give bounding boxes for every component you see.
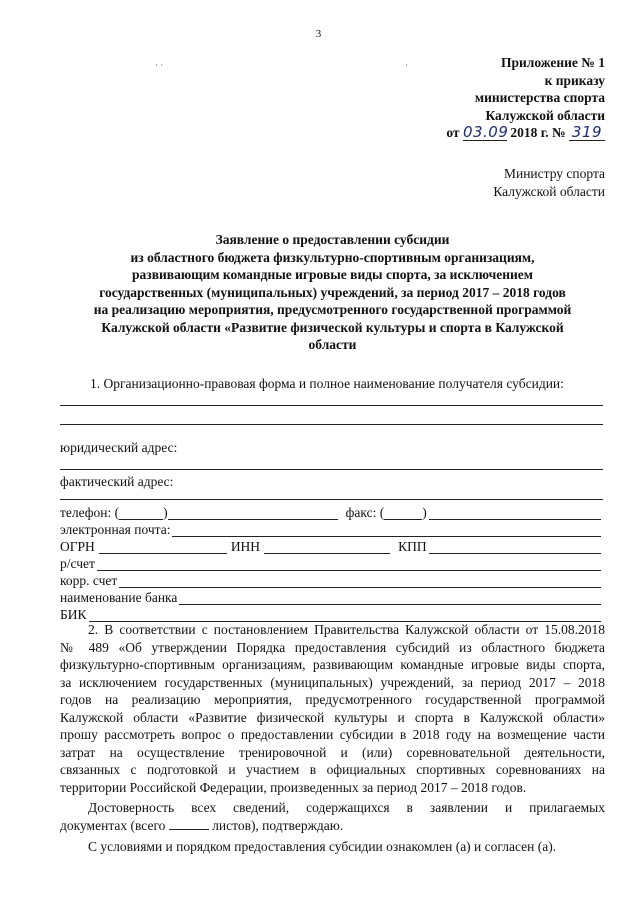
reliability-statement [60, 799, 605, 834]
title-line: из областного бюджета физкультурно-спортивным организациям, [130, 249, 535, 265]
paragraph-2-line: 2. В соответствии с постановлением Правительства Калужской области от 15.08.2018 [88, 622, 605, 637]
inn-field[interactable] [264, 541, 390, 554]
reliability-line-2 [60, 817, 605, 835]
account-field[interactable] [97, 558, 601, 571]
appendix-date-line [446, 124, 605, 142]
section-1-heading: 1. Организационно-правовая форма и полное наименование получателя субсидии: [90, 376, 564, 391]
paragraph-2-line: № 489 «Об утверждении Порядка предоставления субсидий из областного бюджета [60, 639, 605, 655]
paragraph-2-line: за исключением государственных (муниципальных) учреждений, за период 2017 – 2018 [60, 674, 605, 690]
appendix-line-3: министерства спорта [474, 90, 605, 105]
actual-address-label: фактический адрес: [60, 474, 174, 489]
kpp-field[interactable] [429, 541, 601, 554]
sheet-count-field[interactable] [169, 818, 209, 830]
scan-mark: · [405, 60, 408, 70]
bank-name-row [60, 590, 603, 605]
agreement-line: С условиями и порядком предоставления субсидии ознакомлен (а) и согласен (а). [88, 839, 557, 854]
page-number: 3 [315, 28, 322, 40]
corr-account-label: корр. счет [60, 573, 118, 588]
paragraph-2 [60, 621, 605, 796]
account-label: р/счет [60, 556, 95, 571]
paragraph-2-line: Калужской области «Развитие физической культуры и спорта в Калужской области» [60, 709, 605, 725]
phone-label: телефон: ( [60, 505, 120, 520]
title-line: развивающим командные игровые виды спорта, за исключением [132, 267, 533, 282]
name-line-1[interactable] [60, 405, 603, 406]
title-line: Заявление о предоставлении субсидии [215, 232, 450, 247]
inn-label: ИНН [230, 539, 261, 554]
title-line: на реализацию мероприятия, предусмотренного государственной программой [93, 302, 572, 317]
bik-row [60, 607, 603, 622]
paragraph-2-line: прошу рассмотреть вопрос о предоставлении субсидии в 2018 году на возмещение части [60, 727, 605, 742]
bik-label: БИК [60, 607, 87, 622]
legal-address-row [60, 440, 603, 455]
appendix-number-handwritten: 319 [569, 125, 605, 141]
appendix-line-4: Калужской области [485, 107, 605, 123]
agreement-statement [60, 838, 605, 856]
email-field[interactable] [172, 524, 601, 537]
fax-field[interactable] [429, 507, 601, 520]
reliability-line-1: Достоверность всех сведений, содержащихся в заявлении и прилагаемых [88, 800, 605, 815]
account-row [60, 556, 603, 571]
scan-mark: · · [155, 60, 164, 70]
appendix-from: от [446, 125, 460, 140]
email-label: электронная почта: [60, 522, 171, 537]
actual-address-field[interactable] [60, 499, 603, 500]
corr-account-field[interactable] [119, 575, 601, 588]
paragraph-2-line: связанных с подготовкой и участием в официальных спортивных соревнованиях на [60, 762, 605, 777]
ogrn-label: ОГРН [60, 539, 95, 554]
reliability-text-b: листов), подтверждаю. [212, 817, 344, 833]
recipient-line-1: Министру спорта [503, 166, 605, 181]
appendix-year: 2018 г. № [510, 125, 566, 140]
fax-code-field[interactable] [384, 507, 422, 520]
ogrn-field[interactable] [99, 541, 227, 554]
document-title [60, 231, 605, 354]
ogrn-inn-kpp-row [60, 539, 603, 554]
phone-code-field[interactable] [119, 507, 163, 520]
corr-account-row [60, 573, 603, 588]
title-line: государственных (муниципальных) учреждений, за период 2017 – 2018 годов [99, 284, 566, 300]
legal-address-label: юридический адрес: [60, 440, 178, 455]
bank-name-label: наименование банка [60, 590, 178, 605]
kpp-label: КПП [398, 539, 427, 554]
appendix-block [446, 54, 605, 142]
email-row [60, 522, 603, 537]
recipient-line-2: Калужской области [493, 183, 605, 199]
paragraph-2-line: физкультурно-спортивным организациям, развивающим командные игровые виды спорта, [60, 657, 605, 672]
appendix-line-1: Приложение № 1 [501, 55, 605, 70]
appendix-date-handwritten: 03.09 [462, 123, 509, 141]
recipient-block [493, 165, 605, 200]
reliability-text-a: документах (всего [60, 817, 166, 833]
title-line: Калужской области «Развитие физической культуры и спорта в Калужской [101, 319, 564, 335]
actual-address-row [60, 474, 603, 489]
legal-address-field[interactable] [60, 469, 603, 470]
name-line-2[interactable] [60, 424, 603, 425]
fax-label: факс: ( [345, 505, 385, 520]
bank-name-field[interactable] [179, 592, 601, 605]
appendix-line-2: к приказу [544, 72, 605, 88]
paragraph-2-line: территории Российской Федерации, произведенных за период 2017 – 2018 годов. [60, 779, 527, 795]
paragraph-2-line: затрат на осуществление тренировочной и (или) соревновательной деятельности, [60, 744, 605, 760]
phone-fax-row: телефон: ( ) факс: ( ) [60, 505, 603, 520]
paragraph-2-line: годов на реализацию мероприятия, предусмотренного государственной программой [60, 692, 605, 707]
title-line: области [308, 337, 357, 352]
phone-field[interactable] [168, 507, 338, 520]
